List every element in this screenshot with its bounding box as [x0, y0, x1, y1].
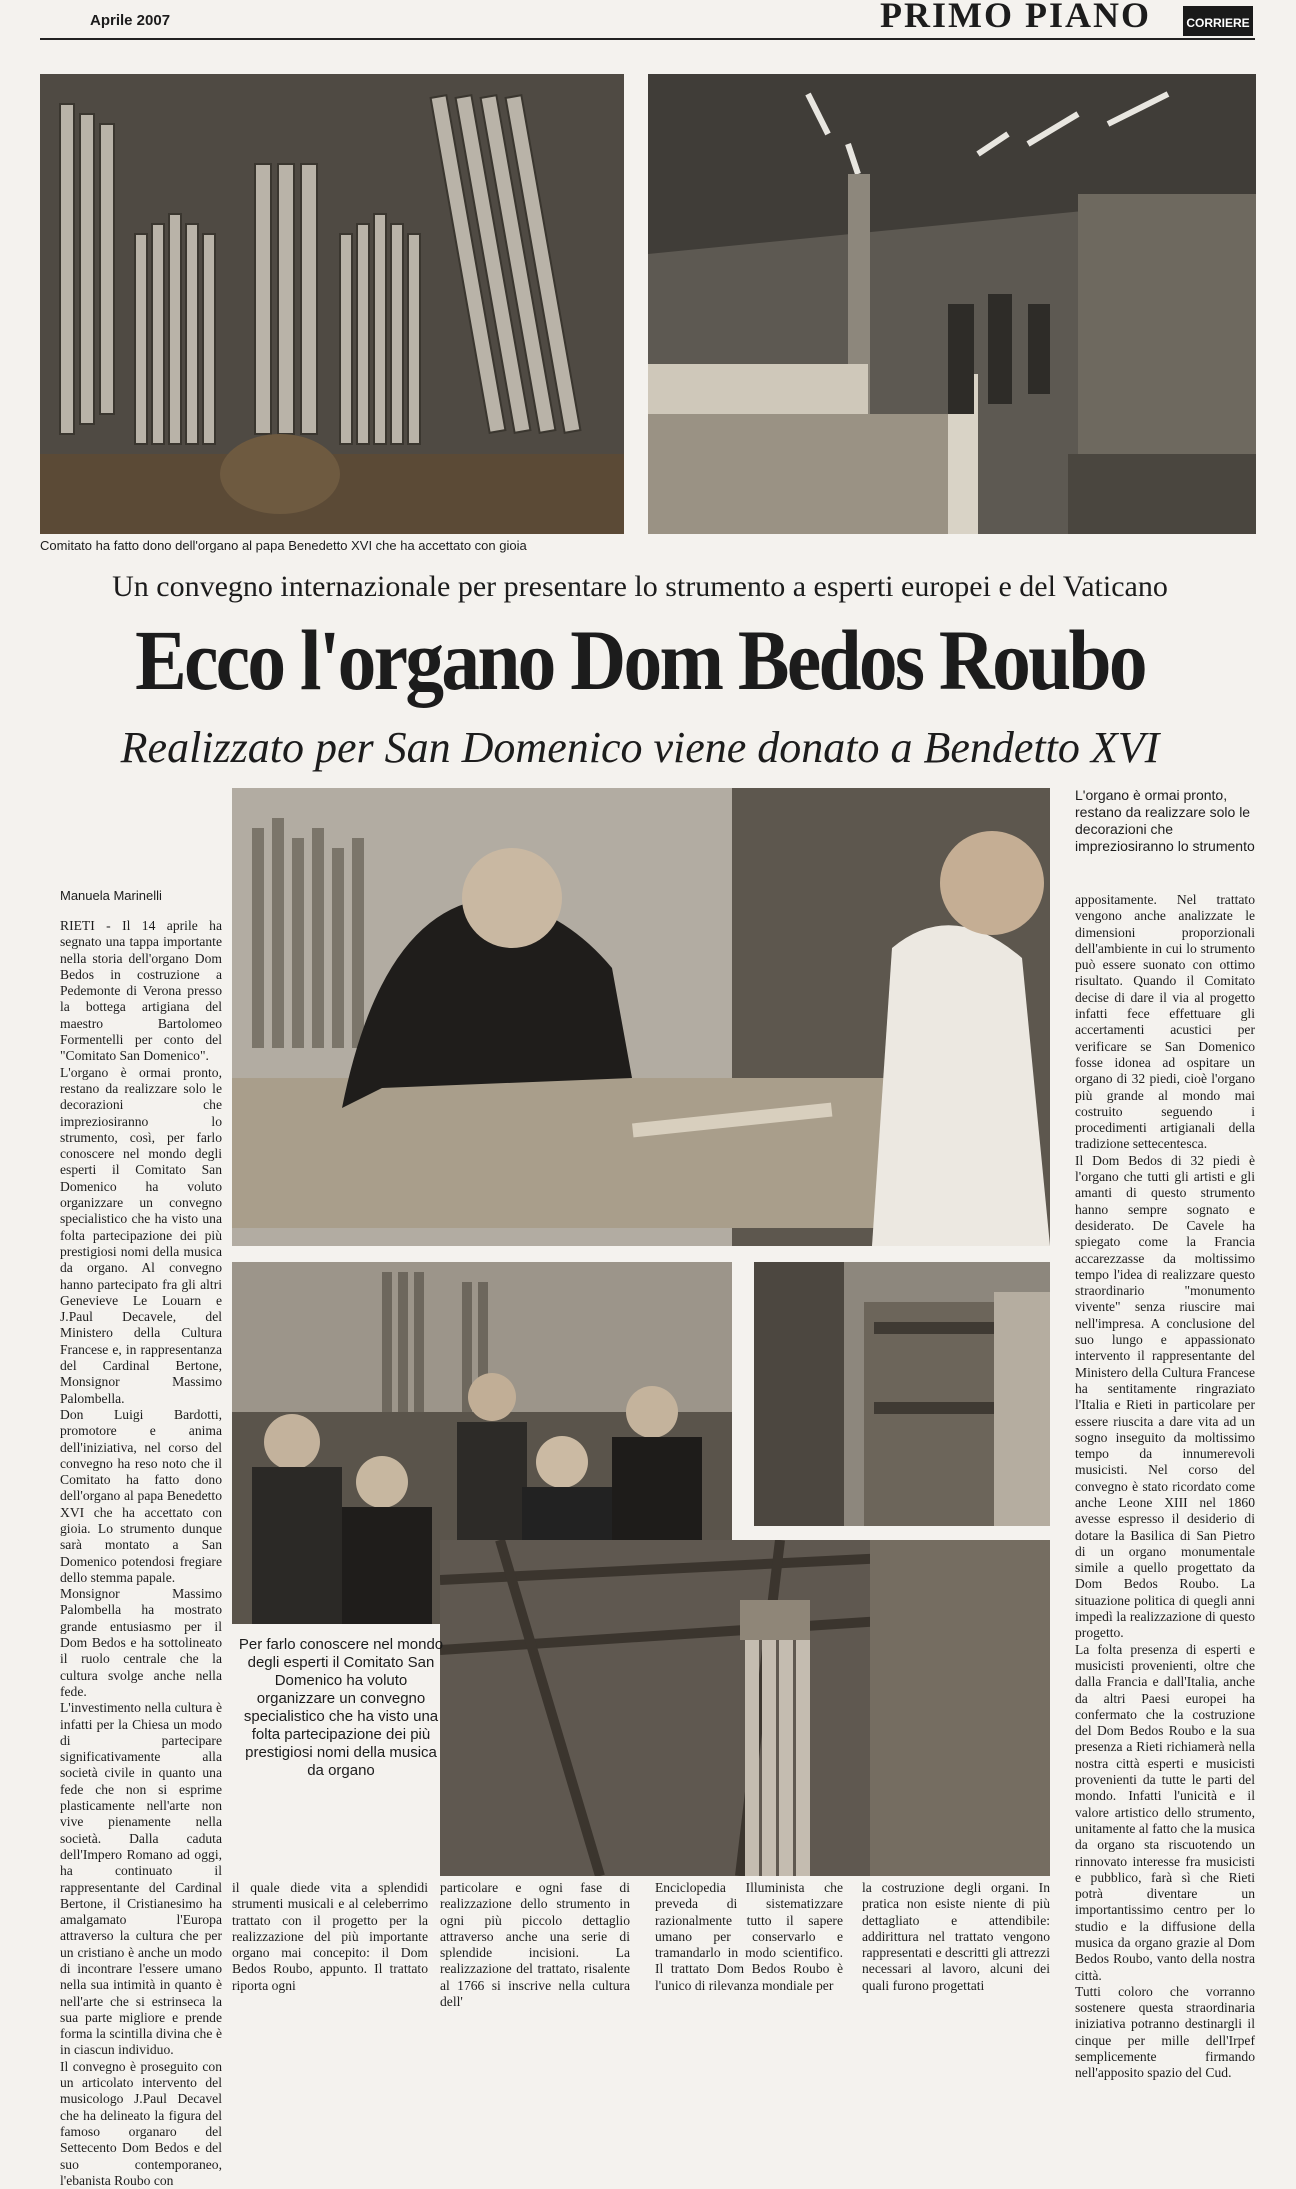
photo-workshop: [648, 74, 1256, 534]
subheadline: Realizzato per San Domenico viene donato a Bendetto XVI: [120, 723, 1160, 772]
article-column-6: [1075, 892, 1255, 2082]
article-column-3: particolare e ogni fase di realizzazione dello strumento in ogni più piccolo dettaglio attraverso anche una serie di splendide incisioni. La realizzazione del trattato, risalente al 1766 si inscrive nella cultura dell': [440, 1880, 630, 2010]
photo-organ-pipes: [40, 74, 624, 534]
photo-organ-case: [754, 1262, 1050, 1526]
author-byline: Manuela Marinelli: [60, 888, 162, 903]
paragraph: L'organo è ormai pronto, restano da realizzare solo le decorazioni che impreziosiranno lo strumento, così, per farlo conoscere nel mondo degli esperti il Comitato San Domenico ha voluto organizzare un convegno specialistico che ha visto una folta partecipazione dei più prestigiosi nomi della musica da organo. Al convegno hanno partecipato fra gli altri Genevieve Le Louarn e J.Paul Decavele, del Ministero della Cultura Francese e, in rappresentanza del Cardinal Bertone, Monsignor Massimo Palombella.: [60, 1064, 222, 1406]
section-title: PRIMO PIANO: [880, 0, 1151, 35]
photo-church-ceiling: [440, 1540, 1050, 1876]
kicker: Un convegno internazionale per presentare lo strumento a esperti europei e del Vaticano: [112, 570, 1168, 603]
paragraph: Don Luigi Bardotti, promotore e anima dell'iniziativa, nel corso del convegno ha reso noto che il Comitato ha fatto dono dell'organo al papa Benedetto XVI che ha accettato con gioia. Lo strumento dunque sarà montato a San Domenico potendosi fregiare dello stemma papale.: [60, 1406, 222, 1585]
headline: Ecco l'organo Dom Bedos Roubo: [135, 612, 1145, 708]
side-caption: L'organo è ormai pronto, restano da realizzare solo le decorazioni che impreziosiranno lo strumento: [1075, 787, 1255, 854]
photo-caption: Comitato ha fatto dono dell'organo al papa Benedetto XVI che ha accettato con gioia: [40, 538, 527, 553]
article-column-4: Enciclopedia Illuminista che preveda di sistematizzare razionalmente tutto il sapere umano per conservarlo e tramandarlo in modo scientifico. Il trattato Dom Bedos Roubo è l'unico di rilevanza mondiale per: [655, 1880, 843, 1993]
paragraph: Monsignor Massimo Palombella ha mostrato grande entusiasmo per il Dom Bedos e ha sottolineato il ruolo centrale che la cultura svolge anche nella fede.: [60, 1586, 222, 1699]
newspaper-logo: CORRIERE: [1183, 6, 1253, 36]
paragraph: Il convegno è proseguito con un articolato intervento del musicologo J.Paul Decavel che ha delineato la figura del famoso organaro del Settecento Dom Bedos e del suo contemporaneo, l'ebanista Roubo con: [60, 2058, 222, 2188]
article-column-2: il quale diede vita a splendidi strumenti musicali e al celeberrimo trattato con il progetto per la realizzazione del più importante organo mai concepito: il Dom Bedos Roubo, appunto. Il trattato riporta ogni: [232, 1880, 428, 1993]
paragraph: La folta presenza di esperti e musicisti provenienti, oltre che dalla Francia e dall'Italia, anche da altri Paesi europei ha confermato che la costruzione del Dom Bedos Roubo e la sua presenza a Rieti richiamerà nella nostra città esperti e musicisti provenienti da tutte le parti del mondo. Infatti l'unicità e il valore artistico dello strumento, unitamente al fatto che la musica da organo sta riscuotendo un rinnovato interesse fra musicisti e pubblico, farà sì che Rieti potrà diventare un importantissimo centro per lo studio e la diffusione della musica da organo grazie al Dom Bedos Roubo, vanto della nostra città.: [1075, 1641, 1255, 1983]
paragraph: RIETI - Il 14 aprile ha segnato una tappa importante nella storia dell'organo Dom Bedos in costruzione a Pedemonte di Verona presso la bottega artigiana del maestro Bartolomeo Formentelli per conto del "Comitato San Domenico".: [60, 918, 222, 1064]
photo-craftsmen: [232, 788, 1050, 1246]
paragraph: L'investimento nella cultura è infatti per la Chiesa un modo di partecipare significativamente alla società civile in quanto una fede che non si esprime plasticamente nell'arte non vive pienamente nella società. Dalla caduta dell'Impero Romano ad oggi, ha continuato il rappresentante del Cardinal Bertone, il Cristianesimo ha amalgamato l'Europa attraverso la cultura che per un cristiano è anche un modo di incontrare l'essere umano nella sua intimità in quanto è nell'arte che si estrinseca la sua parte migliore e prende forma la scintilla divina che è in ciascun individuo.: [60, 1700, 222, 2058]
article-column-1: [60, 918, 222, 2189]
pull-quote: Per farlo conoscere nel mondo degli esperti il Comitato San Domenico ha voluto organizzare un convegno specialistico che ha visto una folta partecipazione dei più prestigiosi nomi della musica da organo: [238, 1636, 444, 1779]
paragraph: Il Dom Bedos di 32 piedi è l'organo che tutti gli artisti e gli amanti di questo strumento hanno sempre sognato e desiderato. De Cavele ha spiegato come la Francia accarezzasse da moltissimo tempo l'idea di realizzare questo straordinario "monumento vivente" senza riuscire mai nell'impresa. A conclusione del suo lungo e appassionato intervento il rappresentante del Ministero della Cultura Francese ha sentitamente ringraziato l'Italia e Rieti in particolare per essere riuscita a dare vita ad un sogno inseguito da moltissimo tempo da innumerevoli musicisti. Nel corso del convegno è stato ricordato come anche Leone XIII nel 1860 avesse espresso il desiderio di dotare la Basilica di San Pietro di un organo monumentale simile a quello progettato da Dom Bedos Roubo. La situazione politica di quegli anni impedì la realizzazione di questo progetto.: [1075, 1152, 1255, 1641]
paragraph: Tutti coloro che vorranno sostenere questa straordinaria iniziativa potranno destinargli il cinque per mille dell'Irpef semplicemente firmando nell'apposito spazio del Cud.: [1075, 1983, 1255, 2081]
paragraph: appositamente. Nel trattato vengono anche analizzate le dimensioni proporzionali dell'ambiente in cui lo strumento può essere suonato con ottimo risultato. Quando il Comitato decise di dare il via al progetto infatti fece effettuare gli accertamenti acustici per verificare se San Domenico fosse idonea ad ospitare un organo di 32 piedi, cioè l'organo più grande al mondo mai costruito seguendo i procedimenti artigianali della tradizione settecentesca.: [1075, 892, 1255, 1152]
issue-date: Aprile 2007: [90, 12, 171, 29]
article-column-5: la costruzione degli organi. In pratica non esiste niente di più dettagliato e attendibile: addirittura nel trattato vengono rappresentati e descritti gli attrezzi necessari al lavoro, alcuni dei quali furono progettati: [862, 1880, 1050, 1993]
